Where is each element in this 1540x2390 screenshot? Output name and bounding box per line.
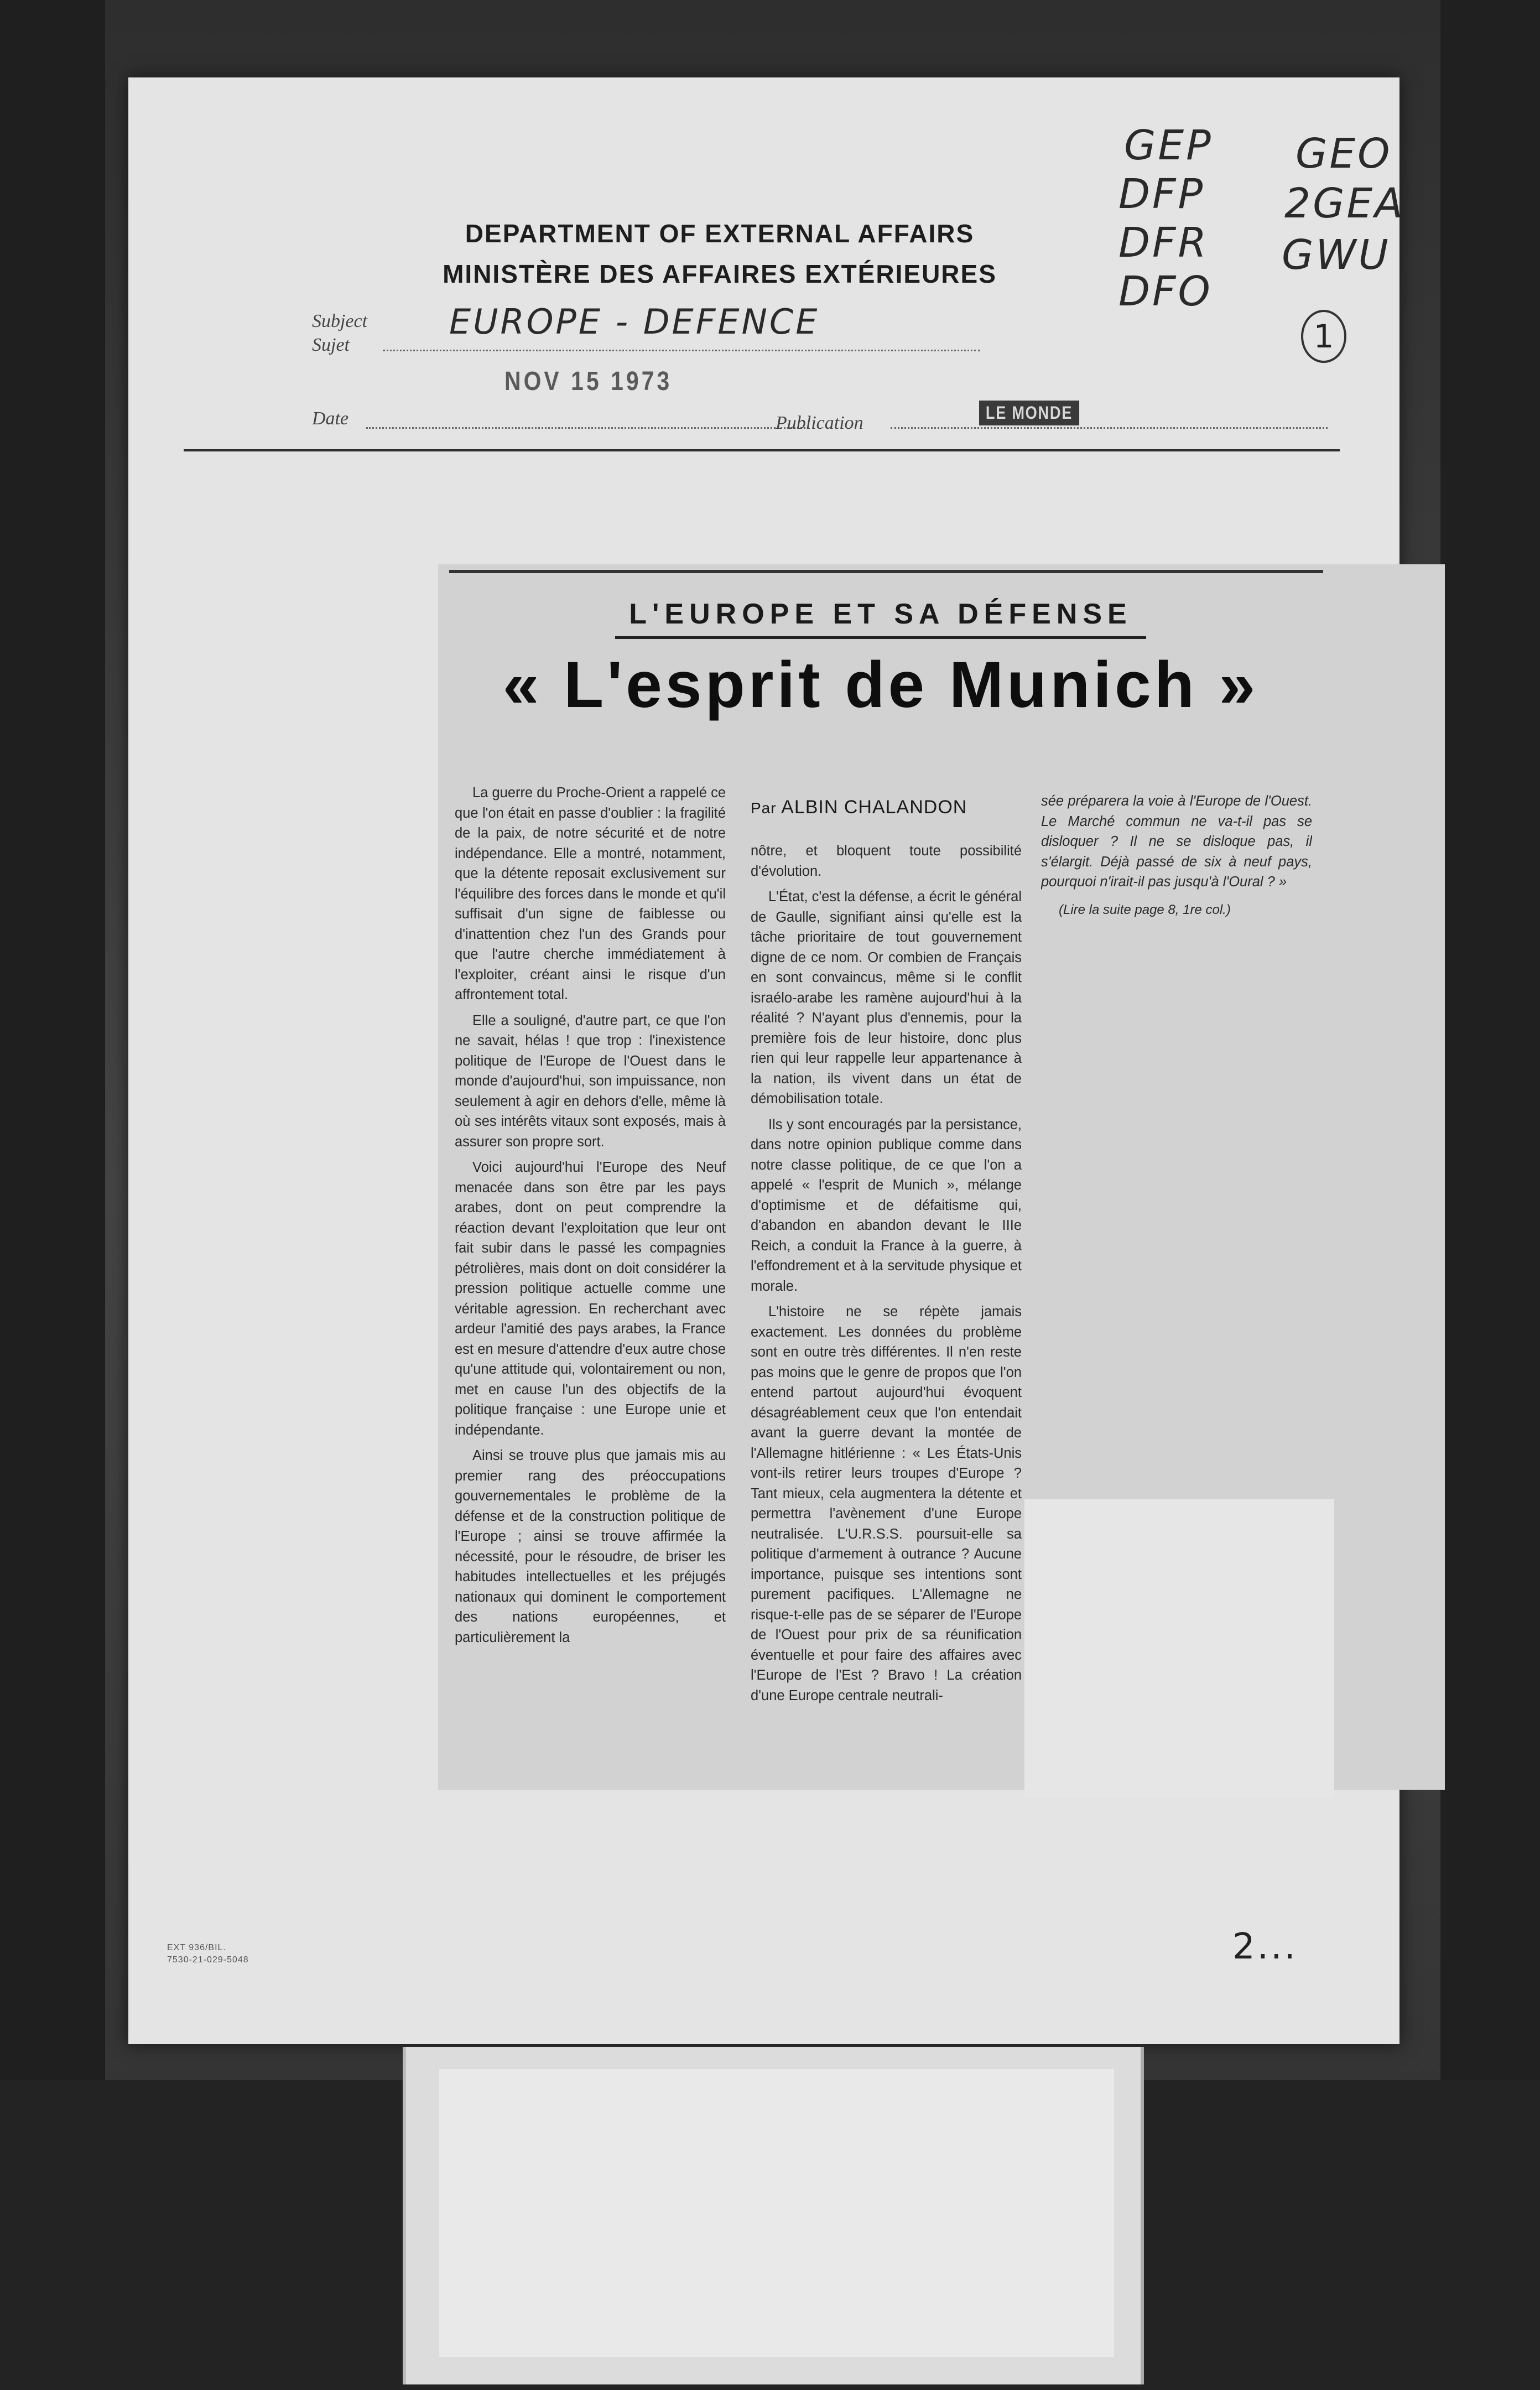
article-column-2 bbox=[751, 841, 1022, 1721]
routing-code: DFO bbox=[1118, 268, 1213, 315]
film-edge-right bbox=[1440, 0, 1540, 2390]
section-heading: L'EUROPE ET SA DÉFENSE bbox=[629, 598, 1132, 630]
routing-code: DFR bbox=[1118, 219, 1209, 267]
film-edge-left bbox=[0, 0, 105, 2390]
form-code-line: EXT 936/BIL. bbox=[167, 1943, 226, 1952]
byline bbox=[751, 797, 1044, 818]
routing-code: 2GEA bbox=[1284, 180, 1405, 227]
date-stamp: NOV 15 1973 bbox=[504, 367, 673, 396]
subject-label: Subject bbox=[312, 311, 368, 331]
newspaper-clipping bbox=[438, 564, 1445, 1790]
circled-number: 1 bbox=[1301, 310, 1346, 363]
publication-line bbox=[891, 427, 1328, 429]
paragraph: L'État, c'est la défense, a écrit le général de Gaulle, signifiant ainsi qu'elle est la tâche prioritaire de tout gouvernement digne de ce nom. Or combien de Français en sont convaincus, même si le conflit israélo-arabe les ramène aujourd'hui à la réalité ? N'ayant plus d'ennemis, pour la première fois de leur histoire, donc plus rien qui leur rappelle leur appartenance à la nation, ils vivent dans un état de démobilisation totale. bbox=[751, 889, 1022, 1106]
article-column-1 bbox=[455, 783, 726, 1696]
form-code-line: 7530-21-029-5048 bbox=[167, 1955, 249, 1965]
paragraph: Ils y sont encouragés par la persistance, dans notre opinion publique comme dans notre classe politique, de ce que l'on a appelé « l'esprit de Munich », mélange d'optimisme et de défaitisme qui, d'abandon en abandon devant le IIIe Reich, a conduit la France à la guerre, à l'effondrement et à la servitude physique et morale. bbox=[751, 1116, 1022, 1294]
paragraph: La guerre du Proche-Orient a rappelé ce que l'on était en passe d'oublier : la fragilité de la paix, de notre sécurité et de notre indépendance. Elle a montré, notamment, que la détente reposait exclusivement sur l'équilibre des forces dans le monde et qu'il suffisait d'un signe de faiblesse ou d'inattention chez l'un des Grands pour que l'autre cherche immédiatement à l'exploiter, créant ainsi le risque d'un affrontement total. bbox=[455, 785, 726, 1002]
header-rule bbox=[184, 449, 1340, 451]
routing-code: DFP bbox=[1118, 170, 1205, 218]
paragraph: nôtre, et bloquent toute possibilité d'évolution. bbox=[751, 843, 1022, 879]
page-continuation: 2... bbox=[1232, 1926, 1298, 1967]
form-code bbox=[167, 1942, 249, 1966]
continued-note: (Lire la suite page 8, 1re col.) bbox=[1059, 902, 1231, 917]
paragraph: Voici aujourd'hui l'Europe des Neuf menacée dans son être par les pays arabes, dont on peut comprendre la réaction devant l'exploitation que leur ont fait subir dans le passé les compagnies pétrolières, mais dont on doit considérer la pression politique actuelle comme une véritable agression. En recherchant avec ardeur l'amitié des pays arabes, la France est en mesure d'attendre d'eux autre chose qu'une attitude qui, volontairement ou non, met en cause l'un des objectifs de la politique française : une Europe unie et indépendante. bbox=[455, 1160, 726, 1438]
routing-code: GWU bbox=[1282, 231, 1391, 279]
paragraph: L'histoire ne se répète jamais exactement. Les données du problème sont en outre très différentes. Il n'en reste pas moins que le genre de propos que l'on entend partout aujourd'hui évoquent désagréablement ceux que l'on entendait avant la guerre devant la montée de l'Allemagne hitlérienne : « Les États-Unis vont-ils retirer leurs troupes d'Europe ? Tant mieux, cela augmentera la détente et permettra l'avènement d'une Europe neutralisée. L'U.R.S.S. poursuit-elle sa politique d'armement à outrance ? Aucune importance, puisque ses intentions sont purement pacifiques. L'Allemagne ne risque-t-elle pas de se séparer de l'Europe de l'Ouest pour prix de sa réunification éventuelle et pour faire des affaires avec l'Europe de l'Est ? Bravo ! La création d'une Europe centrale neutrali- bbox=[751, 1304, 1022, 1703]
article-column-3 bbox=[1041, 791, 1312, 926]
department-title-en: DEPARTMENT OF EXTERNAL AFFAIRS bbox=[465, 219, 975, 248]
routing-code: GEO bbox=[1296, 130, 1392, 178]
paragraph: sée préparera la voie à l'Europe de l'Ouest. Le Marché commun ne va-t-il pas se disloquer ? Il ne se disloque pas, il s'élargit. Déjà passé de six à neuf pays, pourquoi n'irait-il pas jusqu'à l'Oural ? » bbox=[1041, 793, 1312, 890]
paragraph: Ainsi se trouve plus que jamais mis au premier rang des préoccupations gouvernementales le problème de la défense et de la construction politique de l'Europe ; ainsi se trouve affirmée la nécessité, pour le résoudre, de briser les habitudes intellectuelles et les préjugés nationaux qui dominent le comportement des nations européennes, et particulièrement la bbox=[455, 1448, 726, 1645]
document-sheet bbox=[128, 77, 1405, 2044]
sujet-label: Sujet bbox=[312, 335, 350, 355]
publication-stamp: LE MONDE bbox=[979, 401, 1079, 425]
author-name: ALBIN CHALANDON bbox=[781, 797, 967, 818]
subject-value: EUROPE - DEFENCE bbox=[449, 302, 820, 342]
next-frame-inner bbox=[439, 2069, 1114, 2357]
routing-code: GEP bbox=[1124, 122, 1213, 169]
byline-prefix: Par bbox=[751, 799, 777, 817]
subject-line bbox=[383, 350, 980, 351]
publication-label: Publication bbox=[776, 413, 863, 433]
paragraph: Elle a souligné, d'autre part, ce que l'on ne savait, hélas ! que trop : l'inexistence politique de l'Europe de l'Ouest dans le monde d'aujourd'hui, son impuissance, non seulement à agir en dehors d'elle, même là où ses intérêts vitaux sont exposés, mais à assurer son propre sort. bbox=[455, 1012, 726, 1150]
next-frame-card bbox=[403, 2047, 1144, 2384]
clip-top-rule bbox=[449, 570, 1323, 573]
clipping-blank-area bbox=[1024, 1499, 1334, 1798]
date-label: Date bbox=[312, 408, 349, 429]
section-underline bbox=[615, 636, 1146, 639]
department-title-fr: MINISTÈRE DES AFFAIRES EXTÉRIEURES bbox=[443, 259, 997, 288]
date-line bbox=[366, 427, 809, 429]
article-headline: « L'esprit de Munich » bbox=[502, 648, 1259, 721]
